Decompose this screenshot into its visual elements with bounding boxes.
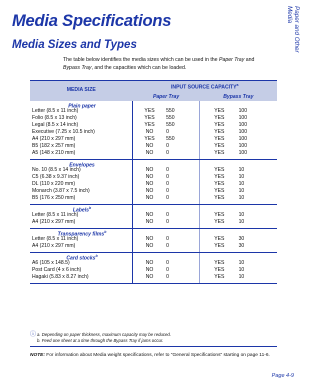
paper-tray-capacity: 0 [166, 187, 169, 194]
bypass-tray-capacity: 30 [238, 235, 245, 242]
paper-tray-support: NO [145, 242, 154, 249]
media-group-sizes [30, 252, 133, 283]
paper-tray-capacity: 550 [166, 135, 175, 142]
media-size-cell: Hagaki (5.83 x 8.27 inch) [32, 273, 89, 280]
bypass-tray-values [200, 228, 277, 252]
bypass-tray-support: YES [214, 235, 225, 242]
paper-tray-support: NO [145, 173, 154, 180]
paper-tray-values [133, 204, 200, 228]
page-title: Media Specifications [12, 12, 172, 30]
paper-tray-capacity: 0 [166, 266, 169, 273]
media-size-cell: Post Card (4 x 6 inch) [32, 266, 82, 273]
footnote-b: b. Feed one sheet at a time through the Bypass Tray if jams occur. [37, 338, 164, 343]
paper-tray-support: NO [145, 128, 154, 135]
media-group-title: Plain paper [68, 103, 96, 110]
bypass-tray-support: YES [214, 266, 225, 273]
media-group-title: Card stocks$^b$ [66, 253, 98, 262]
bypass-tray-support: YES [214, 128, 225, 135]
bypass-tray-support: YES [214, 107, 225, 114]
media-group-sizes [30, 204, 133, 228]
paper-tray-header: Paper Tray [152, 93, 180, 100]
media-size-header: MEDIA SIZE [30, 81, 133, 101]
paper-tray-values [133, 101, 200, 160]
paper-tray-capacity: 550 [166, 114, 175, 121]
media-size-cell: B5 (176 x 250 mm) [32, 194, 76, 201]
table-footnotes [30, 332, 277, 347]
bypass-tray-capacity: 10 [238, 166, 245, 173]
media-size-cell: Legal (8.5 x 14 inch) [32, 121, 79, 128]
paper-tray-support: NO [145, 273, 154, 280]
bypass-tray-support: YES [214, 242, 225, 249]
bypass-tray-capacity: 10 [238, 218, 245, 225]
bypass-tray-capacity: 10 [238, 211, 245, 218]
paper-tray-support: YES [144, 114, 155, 121]
paper-tray-support: NO [145, 187, 154, 194]
paper-tray-capacity: 0 [166, 242, 169, 249]
bypass-tray-support: YES [214, 114, 225, 121]
media-group [30, 228, 277, 252]
bypass-tray-support: YES [214, 218, 225, 225]
paper-tray-values [133, 252, 200, 283]
paper-tray-capacity: 550 [166, 107, 175, 114]
media-group [30, 159, 277, 204]
bypass-tray-values [200, 252, 277, 283]
bypass-tray-capacity: 10 [238, 187, 245, 194]
paper-tray-support: NO [145, 194, 154, 201]
bypass-tray-capacity: 100 [238, 142, 248, 149]
bypass-tray-support: YES [214, 173, 225, 180]
bypass-tray-support: YES [214, 149, 225, 156]
media-size-cell: A4 (210 x 297 mm) [32, 242, 76, 249]
paper-tray-capacity: 0 [166, 128, 169, 135]
bypass-tray-support: YES [214, 166, 225, 173]
media-group-sizes [30, 101, 133, 160]
paper-tray-capacity: 0 [166, 235, 169, 242]
note-icon: ⓘ [30, 332, 37, 338]
paper-tray-capacity: 0 [166, 149, 169, 156]
paper-tray-capacity: 0 [166, 218, 169, 225]
paper-tray-capacity: 0 [166, 142, 169, 149]
bypass-tray-capacity: 100 [238, 121, 248, 128]
bypass-tray-values [200, 204, 277, 228]
bypass-tray-support: YES [214, 142, 225, 149]
footnote-a: a. Depending on paper thickness, maximum capacity may be reduced. [37, 332, 171, 337]
bypass-tray-capacity: 30 [238, 242, 245, 249]
bypass-tray-capacity: 10 [238, 273, 245, 280]
bypass-tray-capacity: 10 [238, 266, 245, 273]
paper-tray-values [133, 228, 200, 252]
bypass-tray-header: Bypass Tray [223, 93, 254, 100]
media-specifications-table [30, 80, 277, 284]
paper-tray-support: NO [145, 180, 154, 187]
paper-tray-support: NO [145, 218, 154, 225]
paper-tray-capacity: 0 [166, 194, 169, 201]
bypass-tray-support: YES [214, 211, 225, 218]
paper-tray-capacity: 0 [166, 259, 169, 266]
media-size-cell: Letter (8.5 x 11 inch) [32, 235, 79, 242]
bypass-tray-support: YES [214, 259, 225, 266]
paper-tray-support: NO [145, 149, 154, 156]
media-size-cell: A4 (210 x 297 mm) [32, 135, 76, 142]
media-size-cell: DL (110 x 220 mm) [32, 180, 76, 187]
paper-tray-capacity: 0 [166, 211, 169, 218]
bypass-tray-support: YES [214, 187, 225, 194]
intro-paragraph: The table below identifies the media sizes which can be used in the Paper Tray and Bypass Tray, and the capacities which can be loaded. [63, 57, 255, 71]
media-size-cell: C5 (6.38 x 9.37 inch) [32, 173, 80, 180]
media-size-cell: A5 (148 x 210 mm) [32, 149, 76, 156]
paper-tray-values [133, 159, 200, 204]
media-size-cell: B5 (182 x 257 mm) [32, 142, 76, 149]
bypass-tray-support: YES [214, 180, 225, 187]
paper-tray-support: NO [145, 259, 154, 266]
media-size-cell: Monarch (3.87 x 7.5 inch) [32, 187, 90, 194]
bypass-tray-support: YES [214, 194, 225, 201]
media-group-title: Labels$^b$ [72, 205, 92, 214]
bypass-tray-support: YES [214, 273, 225, 280]
media-group-title: Transparency films$^b$ [57, 229, 107, 238]
media-group [30, 204, 277, 228]
bypass-tray-capacity: 10 [238, 180, 245, 187]
paper-tray-support: YES [144, 121, 155, 128]
bypass-tray-capacity: 10 [238, 173, 245, 180]
side-section-label: Paper and Other Media [286, 6, 300, 53]
bypass-tray-capacity: 10 [238, 259, 245, 266]
paper-tray-support: YES [144, 135, 155, 142]
bypass-tray-capacity: 100 [238, 114, 248, 121]
media-size-cell: A6 (105 x 148.5) [32, 259, 70, 266]
media-size-cell: A4 (210 x 297 mm) [32, 218, 76, 225]
paper-tray-support: NO [145, 266, 154, 273]
paper-tray-support: NO [145, 235, 154, 242]
capacity-header: INPUT SOURCE CAPACITY$^a$ [133, 81, 278, 93]
media-size-cell: Letter (8.5 x 11 inch) [32, 211, 79, 218]
paper-tray-support: YES [144, 107, 155, 114]
paper-tray-capacity: 0 [166, 173, 169, 180]
section-title: Media Sizes and Types [12, 39, 137, 51]
bypass-tray-capacity: 100 [238, 135, 248, 142]
bypass-tray-support: YES [214, 121, 225, 128]
media-size-cell: Folio (8.5 x 13 inch) [32, 114, 77, 121]
media-group [30, 101, 277, 160]
media-group-sizes [30, 159, 133, 204]
paper-tray-capacity: 550 [166, 121, 175, 128]
bypass-tray-capacity: 100 [238, 149, 248, 156]
bypass-tray-values [200, 101, 277, 160]
bypass-tray-support: YES [214, 135, 225, 142]
media-group-sizes [30, 228, 133, 252]
note-for-specs: NOTE: For information about Media weight specifications, refer to "General Specifications" starting on page 11-6. [30, 353, 270, 358]
media-size-cell: Executive (7.25 x 10.5 inch) [32, 128, 95, 135]
paper-tray-capacity: 0 [166, 273, 169, 280]
page-number: Page 4-9 [271, 373, 294, 379]
paper-tray-support: NO [145, 142, 154, 149]
bypass-tray-capacity: 100 [238, 128, 248, 135]
paper-tray-capacity: 0 [166, 180, 169, 187]
bypass-tray-capacity: 10 [238, 194, 245, 201]
bypass-tray-values [200, 159, 277, 204]
paper-tray-capacity: 0 [166, 166, 169, 173]
paper-tray-support: NO [145, 211, 154, 218]
media-group [30, 252, 277, 283]
paper-tray-support: NO [145, 166, 154, 173]
media-size-cell: Letter (8.5 x 11 inch) [32, 107, 79, 114]
media-size-cell: No. 10 (8.5 x 14 inch) [32, 166, 81, 173]
bypass-tray-capacity: 100 [238, 107, 248, 114]
media-group-title: Envelopes [69, 162, 95, 169]
